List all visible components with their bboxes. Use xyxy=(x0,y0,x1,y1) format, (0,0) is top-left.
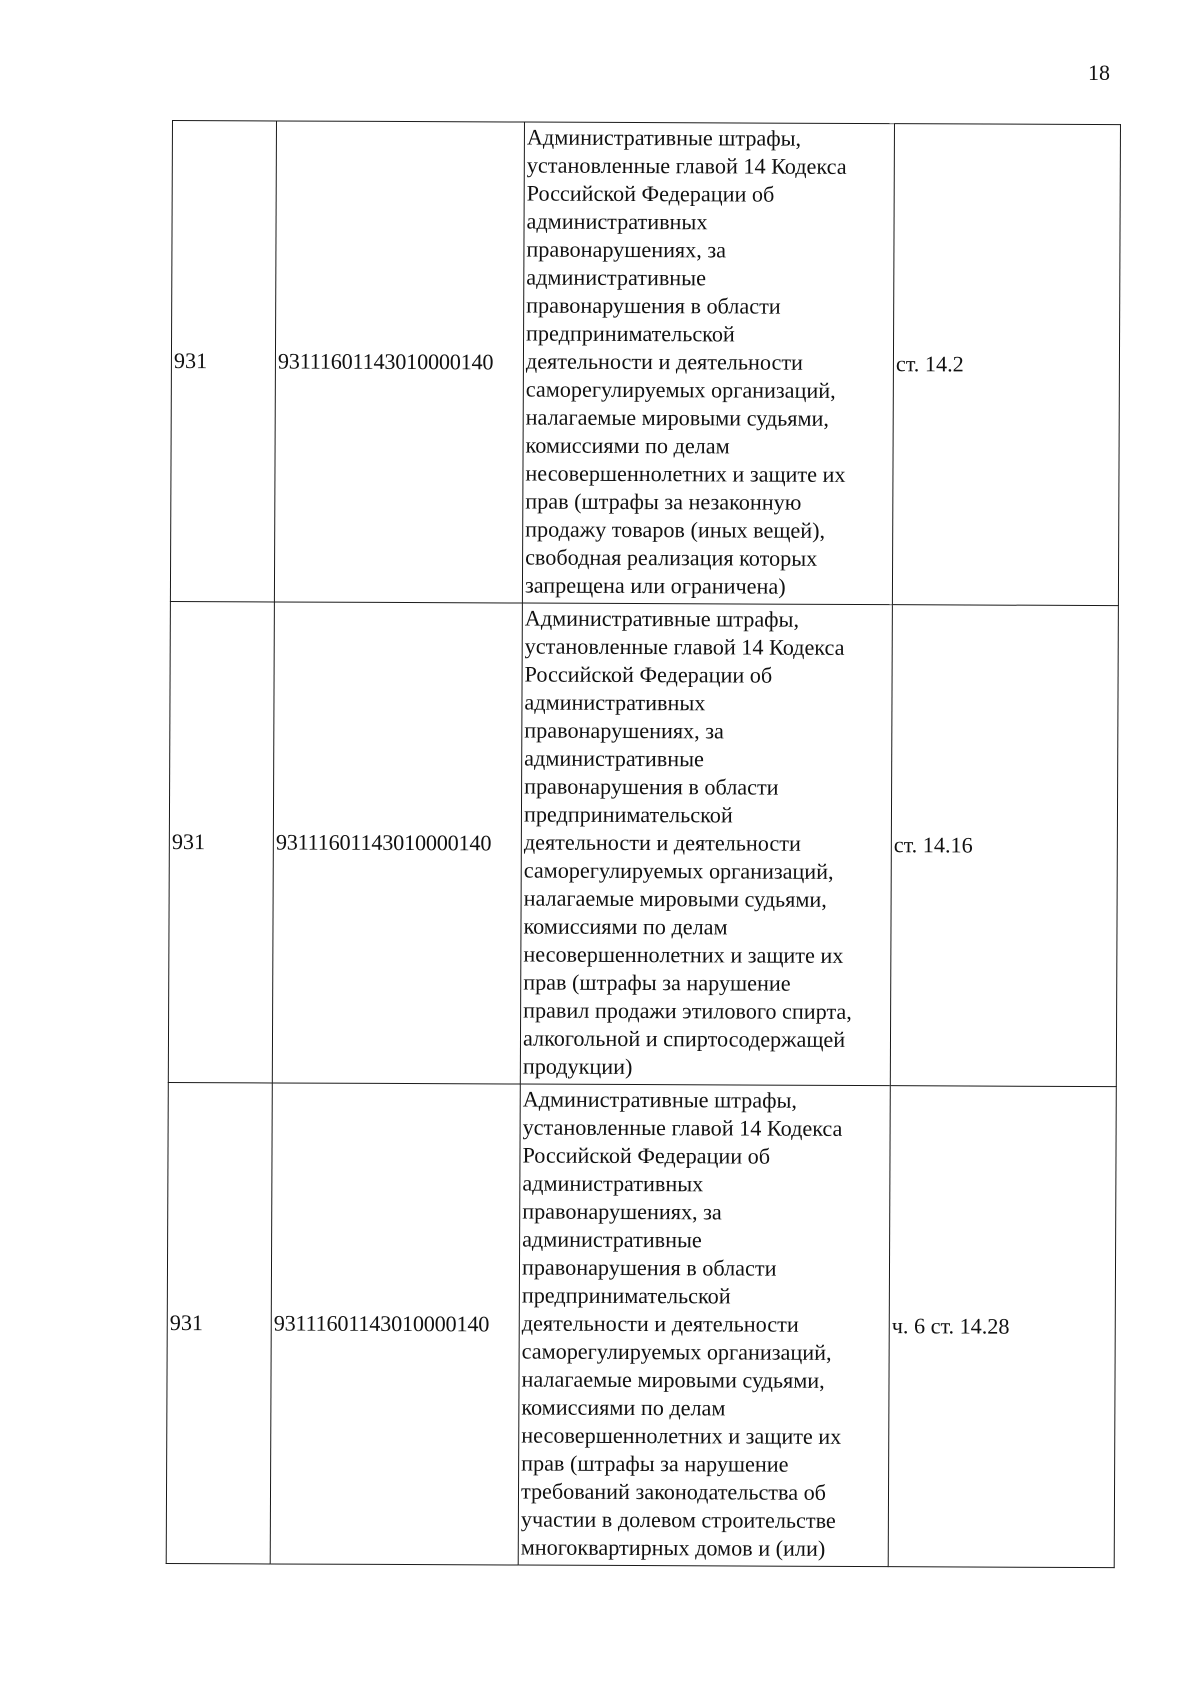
description-line: налагаемые мировыми судьями, xyxy=(523,885,827,912)
description-cell xyxy=(522,122,894,605)
description-line: комиссиями по делам xyxy=(525,432,730,459)
description-line: деятельности и деятельности xyxy=(525,348,804,375)
description-line: деятельности и деятельности xyxy=(521,1310,799,1337)
table-row xyxy=(170,121,1120,606)
description-line: Российской Федерации об xyxy=(524,661,773,688)
description-line: несовершеннолетних и защите их xyxy=(525,460,846,487)
description-line: запрещена или ограничена) xyxy=(524,572,786,599)
article-cell: ст. 14.16 xyxy=(890,605,1118,1087)
description-line: прав (штрафы за нарушение xyxy=(521,1450,789,1477)
budget-classification-table xyxy=(166,120,1121,1568)
admin-code-cell: 931 xyxy=(170,121,276,602)
description-line: продукции) xyxy=(522,1053,633,1080)
description-line: Административные штрафы, xyxy=(526,124,802,151)
description-cell xyxy=(520,603,892,1086)
admin-code-cell: 931 xyxy=(166,1082,272,1563)
table-body xyxy=(166,121,1120,1568)
description-line: саморегулируемых организаций, xyxy=(525,376,836,403)
description-line: несовершеннолетних и защите их xyxy=(523,941,844,968)
description-line: деятельности и деятельности xyxy=(523,829,801,856)
description-line: предпринимательской xyxy=(521,1282,731,1309)
description-line: комиссиями по делам xyxy=(523,913,728,940)
description-line: правонарушения в области xyxy=(524,773,779,800)
description-line: предпринимательской xyxy=(526,320,735,347)
description-line: саморегулируемых организаций, xyxy=(521,1338,832,1365)
description-line: свободная реализация которых xyxy=(525,544,818,571)
description-line: административные xyxy=(522,1226,702,1253)
article-cell: ч. 6 ст. 14.28 xyxy=(888,1086,1116,1568)
description-line: административных xyxy=(524,689,706,716)
description-line: Административные штрафы, xyxy=(522,1086,797,1113)
table-row xyxy=(168,601,1118,1086)
description-line: административные xyxy=(524,745,704,772)
description-line: участии в долевом строительстве xyxy=(520,1506,836,1533)
description-line: Административные штрафы, xyxy=(524,605,800,632)
description-line: правонарушениях, за xyxy=(526,236,727,263)
description-line: правонарушения в области xyxy=(526,292,781,319)
description-line: саморегулируемых организаций, xyxy=(523,857,834,884)
article-cell: ст. 14.2 xyxy=(892,124,1120,606)
description-line: налагаемые мировыми судьями, xyxy=(525,404,830,431)
description-line: предпринимательской xyxy=(523,801,733,828)
description-line: прав (штрафы за нарушение xyxy=(523,969,791,996)
description-line: многоквартирных домов и (или) xyxy=(520,1534,826,1561)
description-line: установленные главой 14 Кодекса xyxy=(526,152,847,179)
description-line: несовершеннолетних и защите их xyxy=(521,1422,842,1449)
description-line: административных xyxy=(522,1170,704,1197)
description-line: правонарушениях, за xyxy=(524,717,724,744)
description-line: установленные главой 14 Кодекса xyxy=(522,1114,843,1141)
description-line: установленные главой 14 Кодекса xyxy=(524,633,845,660)
description-line: правил продажи этилового спирта, xyxy=(523,997,852,1024)
kbk-code-cell: 93111601143010000140 xyxy=(270,1083,520,1565)
description-line: правонарушения в области xyxy=(521,1254,777,1281)
description-line: Российской Федерации об xyxy=(526,180,775,207)
description-line: налагаемые мировыми судьями, xyxy=(521,1366,825,1393)
description-line: комиссиями по делам xyxy=(521,1394,726,1421)
description-line: требований законодательства об xyxy=(520,1478,827,1505)
description-line: Российской Федерации об xyxy=(522,1142,771,1169)
table-row xyxy=(166,1082,1116,1567)
admin-code-cell: 931 xyxy=(168,601,274,1082)
budget-classification-table-wrap xyxy=(166,120,1120,1568)
description-line: продажу товаров (иных вещей), xyxy=(525,516,826,543)
page-number: 18 xyxy=(1088,60,1110,85)
description-line: алкогольной и спиртосодержащей xyxy=(522,1025,846,1052)
description-cell xyxy=(518,1084,890,1567)
description-line: административных xyxy=(526,208,708,235)
kbk-code-cell: 93111601143010000140 xyxy=(272,602,522,1084)
description-line: прав (штрафы за незаконную xyxy=(525,488,802,515)
kbk-code-cell: 93111601143010000140 xyxy=(274,121,524,603)
description-line: административные xyxy=(526,264,707,291)
description-line: правонарушениях, за xyxy=(522,1198,722,1225)
